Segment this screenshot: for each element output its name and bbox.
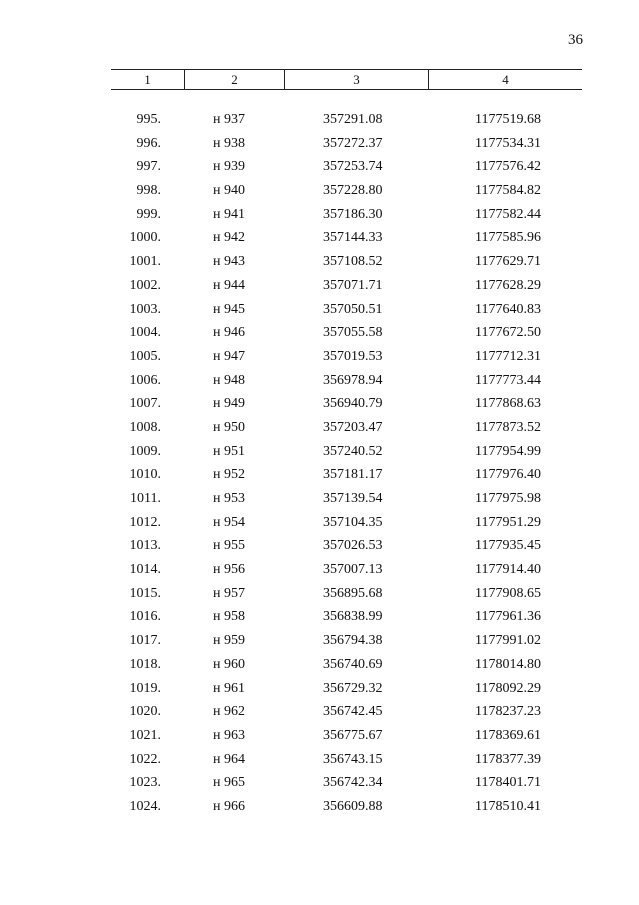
table-row	[0, 653, 639, 677]
row-number: 1017.	[129, 633, 161, 649]
table-row	[0, 558, 639, 582]
coord-y: 1177868.63	[475, 396, 541, 412]
coord-x: 356743.15	[323, 751, 383, 767]
table-row	[0, 250, 639, 274]
table-row	[0, 771, 639, 795]
row-number: 999.	[136, 206, 161, 222]
point-id: н 965	[213, 775, 245, 791]
table-row	[0, 724, 639, 748]
coord-y: 1177935.45	[475, 538, 541, 554]
row-number: 1000.	[129, 230, 161, 246]
row-number: 1016.	[129, 609, 161, 625]
coord-y: 1178377.39	[475, 751, 541, 767]
coord-x: 356794.38	[323, 633, 383, 649]
point-id: н 959	[213, 633, 245, 649]
table-row	[0, 369, 639, 393]
coord-x: 357055.58	[323, 325, 383, 341]
table-row	[0, 629, 639, 653]
coord-y: 1178401.71	[475, 775, 541, 791]
row-number: 1013.	[129, 538, 161, 554]
table-row	[0, 298, 639, 322]
coord-y: 1178510.41	[475, 798, 541, 814]
table-row	[0, 795, 639, 819]
coord-x: 357181.17	[323, 467, 383, 483]
coord-y: 1177991.02	[475, 633, 541, 649]
point-id: н 961	[213, 680, 245, 696]
row-number: 1010.	[129, 467, 161, 483]
coord-y: 1177961.36	[475, 609, 541, 625]
coord-y: 1177975.98	[475, 491, 541, 506]
coord-y: 1177773.44	[475, 372, 541, 388]
coord-x: 357228.80	[323, 183, 383, 199]
coord-x: 357026.53	[323, 538, 383, 554]
point-id: н 954	[213, 514, 245, 530]
point-id: н 946	[213, 325, 245, 341]
row-number: 1005.	[129, 348, 161, 364]
table-row	[0, 534, 639, 558]
coord-y: 1177908.65	[475, 585, 541, 601]
coord-y: 1177640.83	[475, 301, 541, 317]
point-id: н 963	[213, 727, 245, 743]
coord-x: 357108.52	[323, 254, 383, 270]
table-row	[0, 748, 639, 772]
table-row	[0, 463, 639, 487]
coord-x: 357104.35	[323, 514, 383, 530]
coord-y: 1177585.96	[475, 230, 541, 246]
point-id: н 944	[213, 277, 245, 293]
coord-x: 357019.53	[323, 348, 383, 364]
coord-x: 357071.71	[323, 277, 383, 293]
point-id: н 956	[213, 562, 245, 578]
coord-y: 1177576.42	[475, 159, 541, 175]
table-row	[0, 179, 639, 203]
row-number: 995.	[136, 112, 161, 127]
table-row	[0, 511, 639, 535]
coord-x: 357272.37	[323, 135, 383, 151]
row-number: 1021.	[129, 727, 161, 743]
table-row	[0, 155, 639, 179]
point-id: н 955	[213, 538, 245, 554]
coord-y: 1178369.61	[475, 727, 541, 743]
coord-y: 1177582.44	[475, 206, 541, 222]
coord-y: 1177914.40	[475, 562, 541, 578]
coord-x: 357186.30	[323, 206, 383, 222]
coord-y: 1178237.23	[475, 704, 541, 720]
point-id: н 950	[213, 419, 245, 435]
row-number: 1008.	[129, 419, 161, 435]
point-id: н 949	[213, 396, 245, 412]
point-id: н 945	[213, 301, 245, 317]
coord-y: 1177519.68	[475, 112, 541, 127]
table-row	[0, 226, 639, 250]
coord-x: 357291.08	[323, 112, 383, 127]
coord-x: 356740.69	[323, 656, 383, 672]
row-number: 996.	[136, 135, 161, 151]
row-number: 1004.	[129, 325, 161, 341]
row-number: 1012.	[129, 514, 161, 530]
coord-x: 356978.94	[323, 372, 383, 388]
table-row	[0, 321, 639, 345]
table-row	[0, 392, 639, 416]
table-row	[0, 700, 639, 724]
point-id: н 957	[213, 585, 245, 601]
table-row	[0, 132, 639, 156]
coord-x: 357253.74	[323, 159, 383, 175]
coord-x: 357050.51	[323, 301, 383, 317]
coord-y: 1177584.82	[475, 183, 541, 199]
coord-y: 1178014.80	[475, 656, 541, 672]
row-number: 1018.	[129, 656, 161, 672]
row-number: 1011.	[130, 491, 161, 506]
row-number: 1006.	[129, 372, 161, 388]
point-id: н 938	[213, 135, 245, 151]
coord-x: 356775.67	[323, 727, 383, 743]
coord-x: 356729.32	[323, 680, 383, 696]
row-number: 1001.	[129, 254, 161, 270]
coord-y: 1177629.71	[475, 254, 541, 270]
coord-x: 356609.88	[323, 798, 383, 814]
table-header	[111, 69, 582, 90]
row-number: 1014.	[129, 562, 161, 578]
table-body	[0, 108, 639, 819]
table-row	[0, 203, 639, 227]
coord-y: 1177534.31	[475, 135, 541, 151]
point-id: н 966	[213, 798, 245, 814]
coord-y: 1177628.29	[475, 277, 541, 293]
row-number: 1007.	[129, 396, 161, 412]
point-id: н 953	[213, 491, 245, 506]
coord-x: 356895.68	[323, 585, 383, 601]
header-col-1: 1	[144, 72, 151, 87]
coord-x: 357203.47	[323, 419, 383, 435]
row-number: 1020.	[129, 704, 161, 720]
table-row	[0, 605, 639, 629]
header-col-4: 4	[428, 70, 582, 89]
row-number: 1019.	[129, 680, 161, 696]
point-id: н 943	[213, 254, 245, 270]
coord-x: 356742.34	[323, 775, 383, 791]
point-id: н 939	[213, 159, 245, 175]
table-row	[0, 108, 639, 132]
point-id: н 958	[213, 609, 245, 625]
point-id: н 941	[213, 206, 245, 222]
page-number: 36	[568, 32, 583, 48]
coord-y: 1178092.29	[475, 680, 541, 696]
point-id: н 952	[213, 467, 245, 483]
row-number: 1015.	[129, 585, 161, 601]
table-row	[0, 677, 639, 701]
table-row	[0, 582, 639, 606]
table-row	[0, 487, 639, 511]
coord-y: 1177672.50	[475, 325, 541, 341]
row-number: 1023.	[129, 775, 161, 791]
coord-y: 1177873.52	[475, 419, 541, 435]
coord-x: 357144.33	[323, 230, 383, 246]
coord-y: 1177712.31	[475, 348, 541, 364]
table-row	[0, 416, 639, 440]
coord-x: 357240.52	[323, 443, 383, 459]
point-id: н 960	[213, 656, 245, 672]
coord-x: 356940.79	[323, 396, 383, 412]
point-id: н 948	[213, 372, 245, 388]
row-number: 997.	[136, 159, 161, 175]
row-number: 1003.	[129, 301, 161, 317]
coord-x: 356742.45	[323, 704, 383, 720]
coord-x: 356838.99	[323, 609, 383, 625]
point-id: н 937	[213, 112, 245, 127]
table-row	[0, 440, 639, 464]
table-row	[0, 274, 639, 298]
point-id: н 964	[213, 751, 245, 767]
table-row	[0, 345, 639, 369]
coord-y: 1177976.40	[475, 467, 541, 483]
coord-y: 1177951.29	[475, 514, 541, 530]
point-id: н 947	[213, 348, 245, 364]
point-id: н 942	[213, 230, 245, 246]
row-number: 998.	[136, 183, 161, 199]
header-col-2: 2	[184, 70, 284, 89]
header-col-3: 3	[284, 70, 428, 89]
point-id: н 951	[213, 443, 245, 459]
row-number: 1022.	[129, 751, 161, 767]
coord-x: 357139.54	[323, 491, 383, 506]
row-number: 1024.	[129, 798, 161, 814]
point-id: н 962	[213, 704, 245, 720]
point-id: н 940	[213, 183, 245, 199]
coord-y: 1177954.99	[475, 443, 541, 459]
row-number: 1002.	[129, 277, 161, 293]
coord-x: 357007.13	[323, 562, 383, 578]
row-number: 1009.	[129, 443, 161, 459]
